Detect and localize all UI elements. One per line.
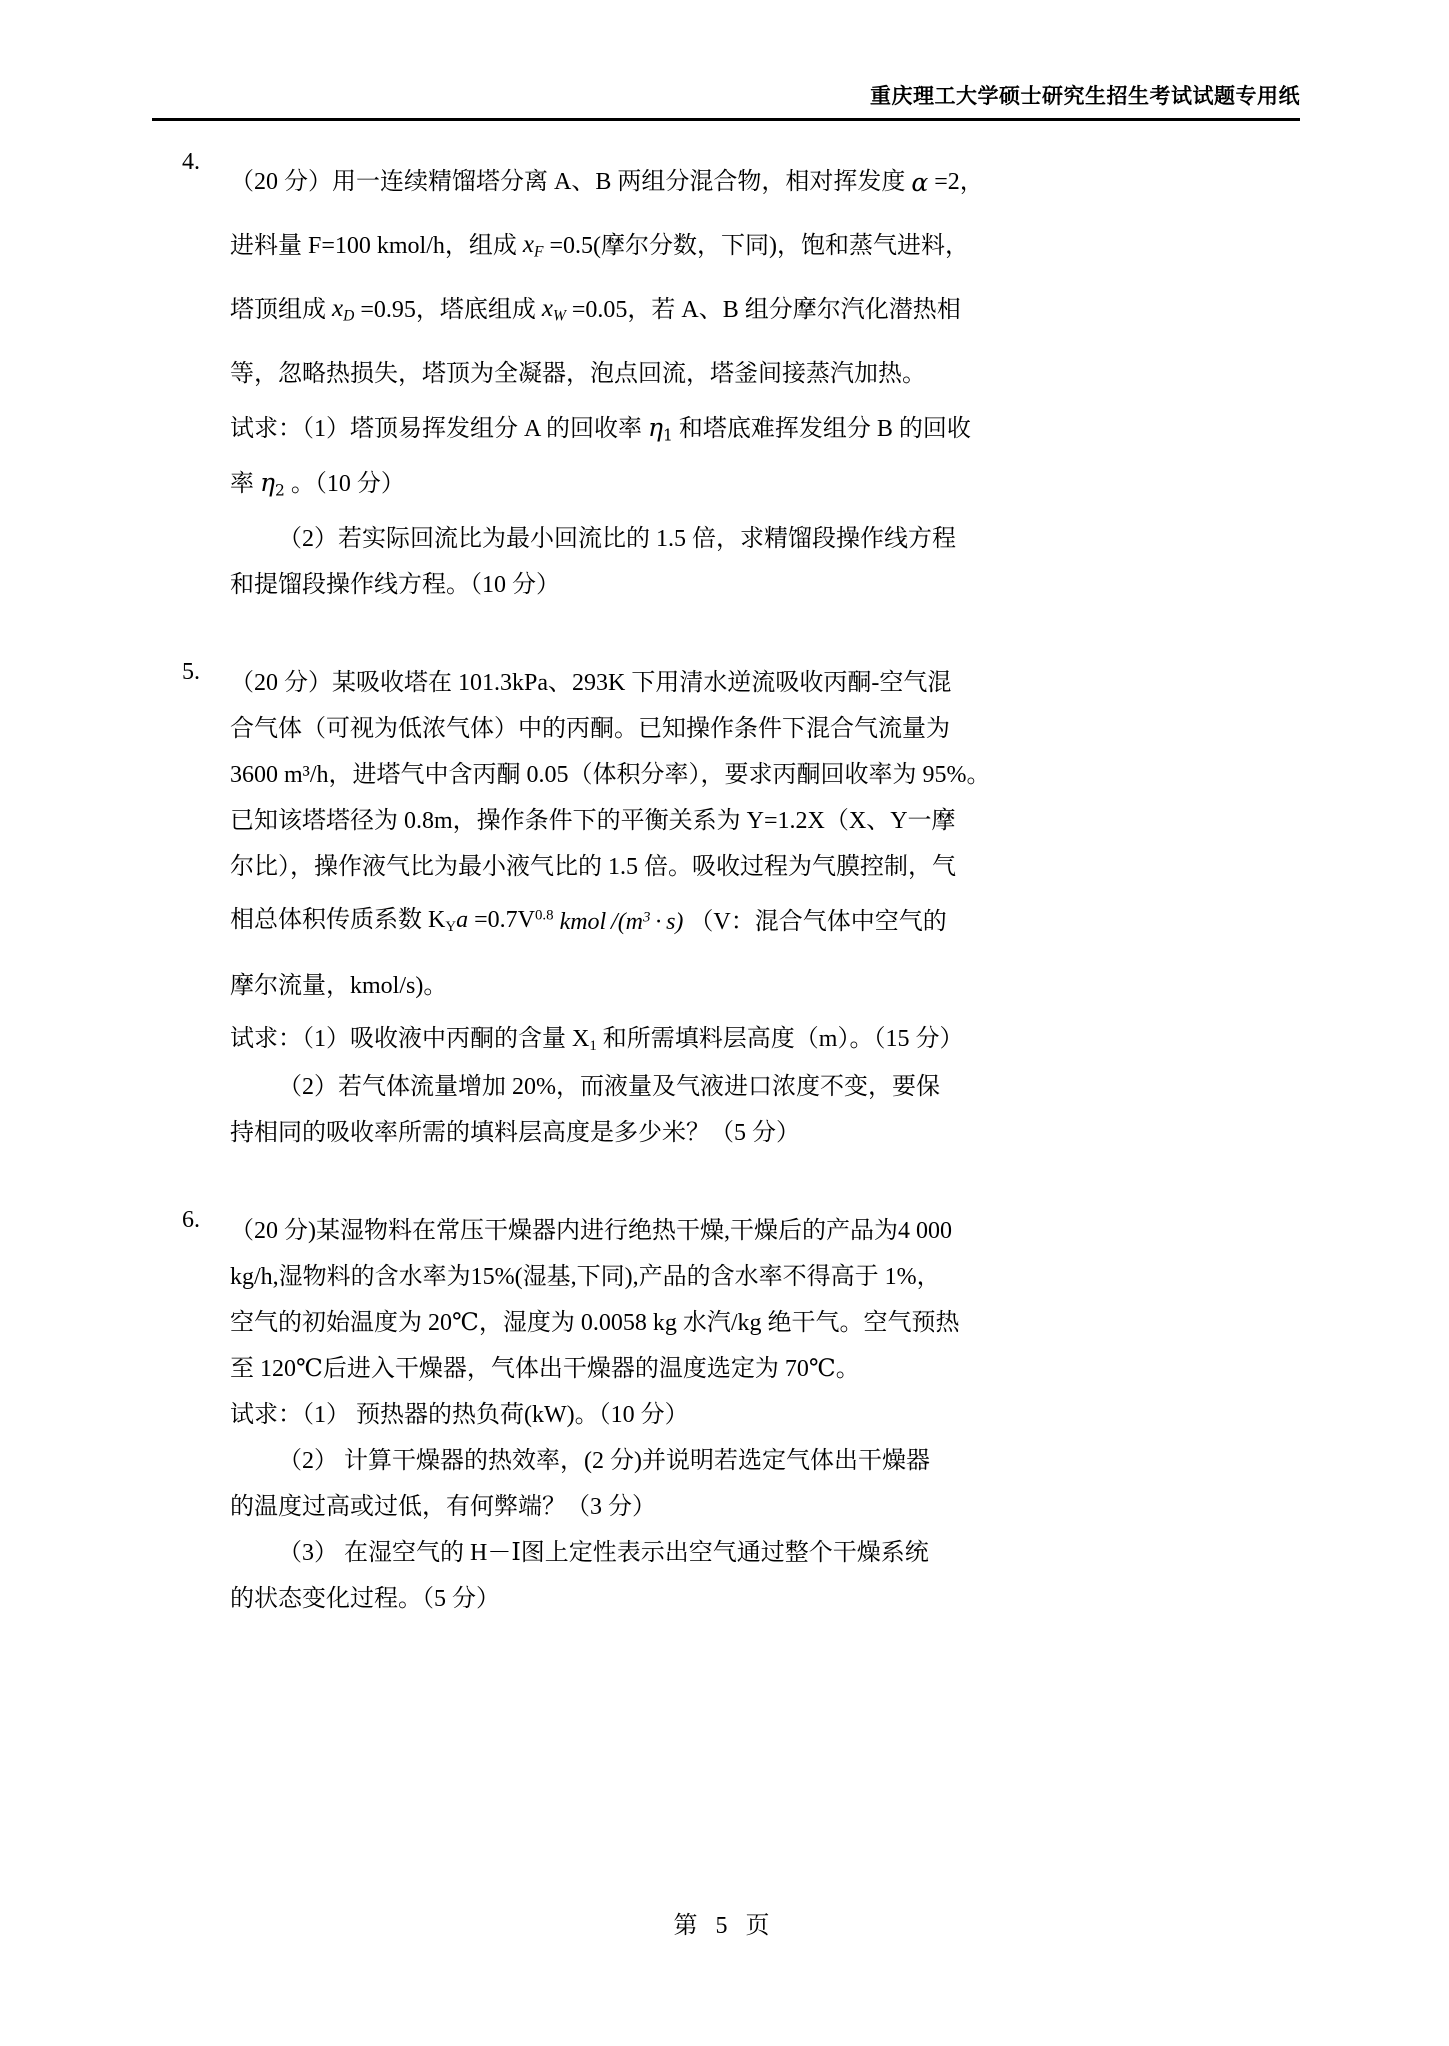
question-6-line-4: 至 120℃后进入干燥器，气体出干燥器的温度选定为 70℃。 bbox=[230, 1356, 860, 1382]
question-6-line-9: 的状态变化过程。（5 分） bbox=[230, 1586, 500, 1612]
question-4-line-1: （20 分）用一连续精馏塔分离 A、B 两组分混合物，相对挥发度 α =2， bbox=[230, 167, 984, 197]
question-6-line-6: （2） 计算干燥器的热效率，(2 分)并说明若选定气体出干燥器 bbox=[278, 1448, 930, 1474]
question-5-line-8: 试求：（1）吸收液中丙酮的含量 $X_1$ 和所需填料层高度（m）。（15 分） bbox=[230, 1026, 964, 1055]
question-6 bbox=[152, 1208, 1302, 1622]
questions-container bbox=[152, 150, 1302, 1622]
question-6-line-8: （3） 在湿空气的 H－Ⅰ图上定性表示出空气通过整个干燥系统 bbox=[278, 1540, 929, 1566]
question-4-line-5: 试求：（1）塔顶易挥发组分 A 的回收率 $\eta_1$ 和塔底难挥发组分 B 的回收 bbox=[230, 412, 971, 444]
page-footer-number: 第 5 页 bbox=[673, 1913, 776, 1939]
question-6-number: 6. bbox=[182, 1207, 200, 1233]
question-4-number: 4. bbox=[182, 149, 200, 175]
question-5-line-1: （20 分）某吸收塔在 101.3kPa、293K 下用清水逆流吸收丙酮-空气混 bbox=[230, 670, 952, 696]
question-4-line-4: 等，忽略热损失，塔顶为全凝器，泡点回流，塔釜间接蒸汽加热。 bbox=[230, 361, 926, 387]
spacer-q4-q5 bbox=[152, 608, 1302, 660]
question-6-line-2: kg/h,湿物料的含水率为15%(湿基,下同),产品的含水率不得高于 1%， bbox=[230, 1264, 941, 1290]
question-5-line-4: 已知该塔塔径为 0.8m，操作条件下的平衡关系为 Y=1.2X（X、Y一摩 bbox=[230, 808, 956, 834]
question-4-line-7: （2）若实际回流比为最小回流比的 1.5 倍，求精馏段操作线方程 bbox=[278, 526, 956, 552]
question-4-line-8: 和提馏段操作线方程。（10 分） bbox=[230, 572, 560, 598]
spacer-q5-q6 bbox=[152, 1156, 1302, 1208]
question-6-line-5: 试求：（1） 预热器的热负荷(kW)。（10 分） bbox=[230, 1402, 689, 1428]
question-5-line-5: 尔比），操作液气比为最小液气比的 1.5 倍。吸收过程为气膜控制，气 bbox=[230, 854, 956, 880]
question-5-line-2: 合气体（可视为低浓气体）中的丙酮。已知操作条件下混合气流量为 bbox=[230, 716, 950, 742]
question-5-line-10: 持相同的吸收率所需的填料层高度是多少米？（5 分） bbox=[230, 1120, 800, 1146]
question-5-line-3: 3600 m³/h，进塔气中含丙酮 0.05（体积分率），要求丙酮回收率为 95%。 bbox=[230, 762, 991, 788]
question-5-line-7: 摩尔流量，kmol/s)。 bbox=[230, 973, 448, 999]
page-header-title: 重庆理工大学硕士研究生招生考试试题专用纸 bbox=[870, 84, 1300, 108]
header-divider-rule bbox=[152, 118, 1300, 121]
question-5-number: 5. bbox=[182, 659, 200, 685]
question-5-line-6: 相总体积传质系数 $K_Ya =0.7V^{0.8}$ kmol $/(m^3 \cdot s)$ （V：混合气体中空气的 bbox=[230, 907, 947, 936]
question-4-line-3: 塔顶组成 $x_D$ =0.95，塔底组成 $x_W$ =0.05，若 A、B 组分摩尔汽化潜热相 bbox=[230, 295, 961, 325]
question-6-line-3: 空气的初始温度为 20℃，湿度为 0.0058 kg 水汽/kg 绝干气。空气预热 bbox=[230, 1310, 960, 1336]
question-6-line-7: 的温度过高或过低，有何弊端？（3 分） bbox=[230, 1494, 656, 1520]
question-5 bbox=[152, 660, 1302, 1156]
question-4 bbox=[152, 150, 1302, 608]
question-6-line-1: （20 分)某湿物料在常压干燥器内进行绝热干燥,干燥后的产品为4 000 bbox=[230, 1218, 952, 1244]
question-4-line-2: 进料量 F=100 kmol/h，组成 $x_F$ =0.5(摩尔分数，下同)，饱和蒸气进料， bbox=[230, 231, 969, 261]
question-5-line-9: （2）若气体流量增加 20%，而液量及气液进口浓度不变，要保 bbox=[278, 1074, 940, 1100]
question-4-line-6: 率 $\eta_2$ 。（10 分） bbox=[230, 467, 405, 499]
